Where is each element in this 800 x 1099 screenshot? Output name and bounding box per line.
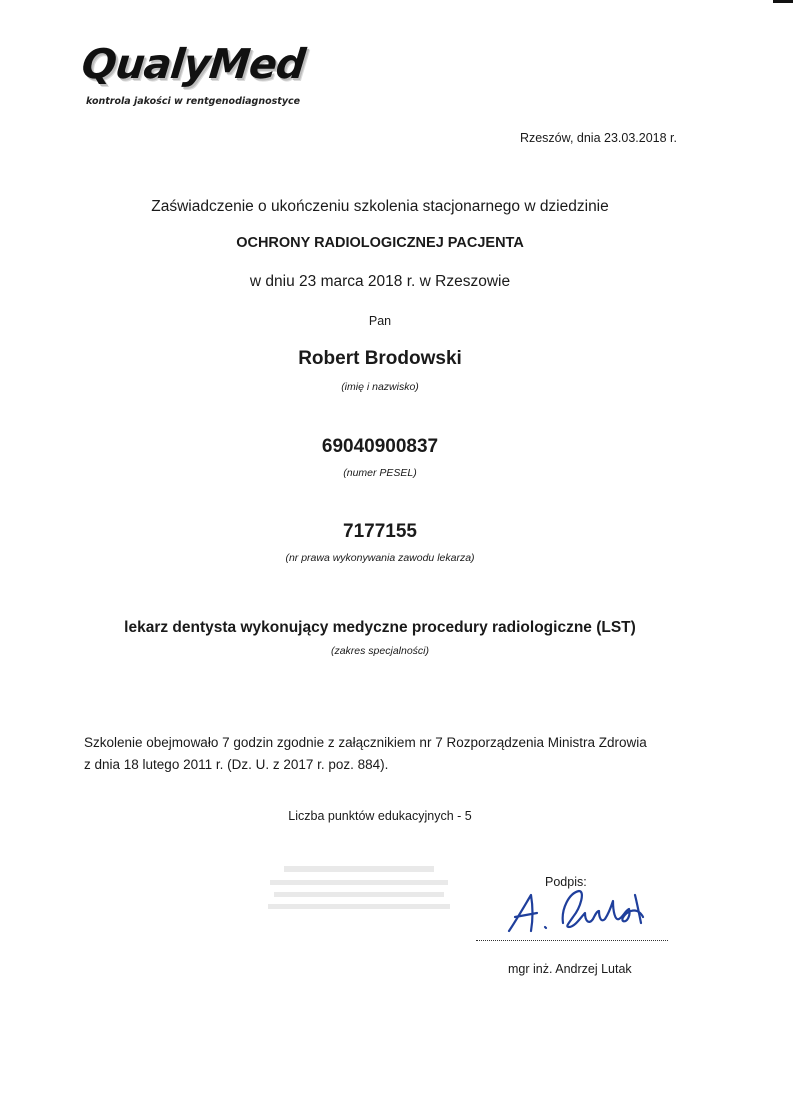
education-points: Liczba punktów edukacyjnych - 5	[288, 809, 472, 823]
training-line-1: Szkolenie obejmowało 7 godzin zgodnie z załącznikiem nr 7 Rozporządzenia Ministra Zdrowia	[84, 735, 647, 750]
signature-label: Podpis:	[545, 875, 587, 889]
company-logo	[79, 40, 342, 115]
certificate-intro: Zaświadczenie o ukończeniu szkolenia stacjonarnego w dziedzinie	[151, 198, 609, 215]
course-title: OCHRONY RADIOLOGICZNEJ PACJENTA	[236, 235, 524, 251]
training-description	[84, 732, 704, 776]
signer-name: mgr inż. Andrzej Lutak	[508, 962, 632, 976]
faded-stamp	[264, 862, 454, 922]
salutation: Pan	[368, 314, 392, 328]
license-number: 7177155	[343, 521, 417, 542]
logo-tagline: kontrola jakości w rentgenodiagnostyce	[86, 96, 301, 107]
pesel-caption: (numer PESEL)	[343, 467, 417, 479]
training-line-2: z dnia 18 lutego 2011 r. (Dz. U. z 2017 r. poz. 884).	[84, 757, 389, 772]
specialty: lekarz dentysta wykonujący medyczne procedury radiologiczne (LST)	[124, 619, 636, 636]
course-date-place: w dniu 23 marca 2018 r. w Rzeszowie	[249, 273, 511, 290]
signature-line	[476, 940, 668, 941]
pesel-number: 69040900837	[321, 436, 439, 457]
specialty-caption: (zakres specjalności)	[330, 645, 430, 657]
participant-name-caption: (imię i nazwisko)	[341, 381, 419, 393]
participant-name: Robert Brodowski	[298, 348, 462, 369]
logo-wordmark: QualyMed	[79, 40, 307, 88]
handwritten-signature	[503, 883, 653, 938]
license-caption: (nr prawa wykonywania zawodu lekarza)	[285, 552, 475, 564]
issue-date: Rzeszów, dnia 23.03.2018 r.	[519, 131, 677, 145]
scan-corner-mark	[773, 0, 793, 3]
